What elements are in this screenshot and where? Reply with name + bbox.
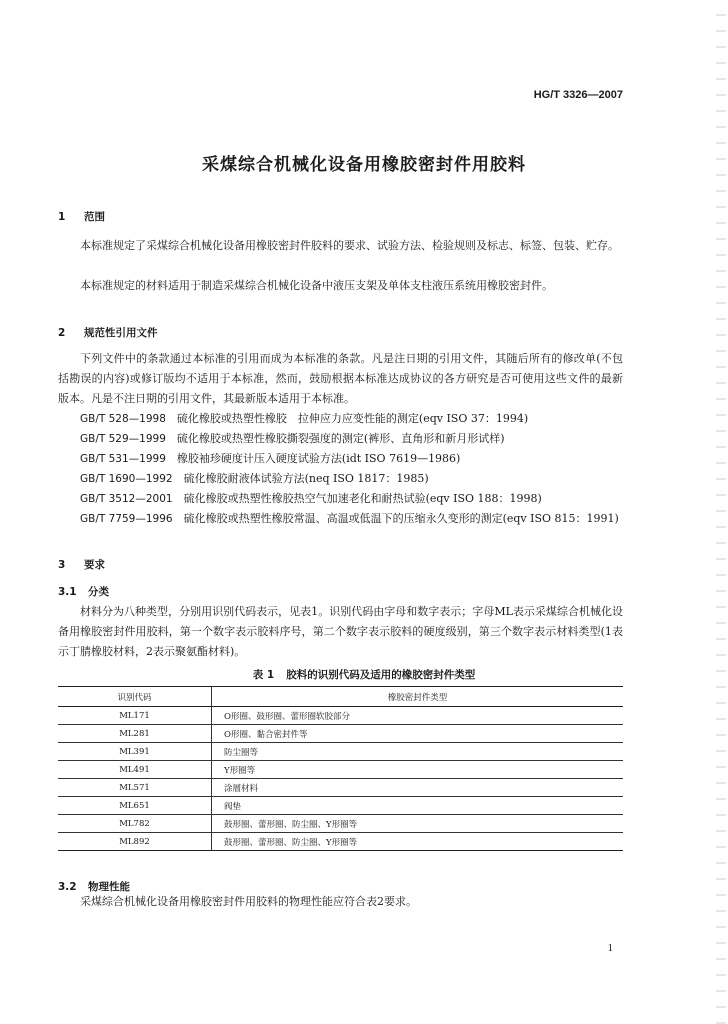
table-1 [58,686,623,851]
cell-code: ML651 [58,797,212,815]
cell-seal-type: 涂層材料 [212,779,624,797]
document-title: 采煤综合机械化设备用橡胶密封件用胶料 [202,155,526,175]
section-1-paragraph-2: 本标准规定的材料适用于制造采煤综合机械化设备中液压支架及单体支柱液压系统用橡胶密封件。 [80,279,553,292]
section-1-heading [58,209,105,224]
section-2-heading [58,325,158,340]
table-row [58,779,623,797]
reference-code: GB/T 528—1998 [80,413,166,425]
scan-edge-mark [716,0,726,1024]
reference-title: 硫化橡胶或热塑性橡胶常温、高温或低温下的压缩永久变形的测定(eqv ISO 815：1991) [183,512,619,525]
section-title: 要求 [84,559,105,571]
reference-item [80,489,625,509]
cell-code: ML391 [58,743,212,761]
table-1-caption [0,667,728,682]
section-number: 3.2 [58,881,77,893]
cell-code: ML491 [58,761,212,779]
table-number: 表 1 [252,669,275,681]
cell-code: ML571 [58,779,212,797]
section-number: 2 [58,327,66,339]
section-title: 范围 [84,211,105,223]
section-number: 1 [58,211,66,223]
table-row [58,761,623,779]
reference-title: 橡胶袖珍硬度计压入硬度试验方法(idt ISO 7619—1986) [176,452,461,465]
section-3-2-paragraph: 采煤综合机械化设备用橡胶密封件用胶料的物理性能应符合表2要求。 [80,895,417,908]
table-title: 胶料的识别代码及适用的橡胶密封件类型 [286,669,476,681]
reference-item [80,409,625,429]
reference-code: GB/T 531—1999 [80,453,166,465]
section-3-heading [58,557,105,572]
reference-item [80,449,625,469]
section-3-1-heading [58,584,109,599]
cell-code: ML281 [58,725,212,743]
reference-code: GB/T 3512—2001 [80,493,173,505]
section-1-paragraph-1: 本标准规定了采煤综合机械化设备用橡胶密封件胶料的要求、试验方法、检验规则及标志、标签、包装、贮存。 [80,239,619,252]
cell-seal-type: 防尘圈等 [212,743,624,761]
cell-seal-type: 鼓形圈、蕾形圈、防尘圈、Y形圈等 [212,833,624,851]
column-header-code: 识别代码 [58,687,212,707]
section-title: 物理性能 [88,881,130,893]
cell-seal-type: 阀垫 [212,797,624,815]
section-title: 分类 [88,586,109,598]
page-number: 1 [607,942,613,954]
cell-seal-type: O形圈、鼓形圈、蕾形圈软胶部分 [212,707,624,725]
reference-title: 硫化橡胶或热塑性橡胶 拉伸应力应变性能的测定(eqv ISO 37：1994) [176,412,529,425]
reference-title: 硫化橡胶或热塑性橡胶撕裂强度的测定(裤形、直角形和新月形试样) [176,432,505,445]
reference-code: GB/T 529—1999 [80,433,166,445]
table-row [58,797,623,815]
section-number: 3.1 [58,586,77,598]
standard-code: HG/T 3326—2007 [533,89,623,101]
reference-title: 硫化橡胶或热塑性橡胶热空气加速老化和耐热试验(eqv ISO 188：1998) [183,492,542,505]
table-row [58,815,623,833]
table-header-row [58,687,623,707]
table-row [58,743,623,761]
column-header-seal-type: 橡胶密封件类型 [212,687,624,707]
cell-code: ML171 [58,707,212,725]
reference-item [58,509,625,529]
section-title: 规范性引用文件 [84,327,158,339]
reference-title: 硫化橡胶耐液体试验方法(neq ISO 1817：1985) [183,472,429,485]
reference-code: GB/T 1690—1992 [80,473,173,485]
table-row [58,707,623,725]
section-2-paragraph-1: 下列文件中的条款通过本标准的引用而成为本标准的条款。凡是注日期的引用文件，其随后所有的修改单(不包括勘误的内容)或修订版均不适用于本标准，然而，鼓励根据本标准达成协议的各方研究是否可使用这些文件的最新版本。凡是不注日期的引用文件，其最新版本适用于本标准。 [58,352,623,405]
cell-code: ML782 [58,815,212,833]
cell-code: ML892 [58,833,212,851]
reference-code: GB/T 7759—1996 [80,513,173,525]
reference-item [80,469,625,489]
table-row [58,833,623,851]
table-row [58,725,623,743]
cell-seal-type: Y形圈等 [212,761,624,779]
section-3-1-paragraph: 材料分为八种类型，分别用识别代码表示，见表1。识别代码由字母和数字表示；字母ML表示采煤综合机械化设备用橡胶密封件用胶料，第一个数字表示胶料序号，第二个数字表示胶料的硬度级别，第三个数字表示材料类型(1表示丁腈橡胶材料，2表示聚氨酯材料)。 [58,605,623,658]
section-number: 3 [58,559,66,571]
reference-item [80,429,625,449]
cell-seal-type: 鼓形圈、蕾形圈、防尘圈、Y形圈等 [212,815,624,833]
cell-seal-type: O形圈、黏合密封件等 [212,725,624,743]
